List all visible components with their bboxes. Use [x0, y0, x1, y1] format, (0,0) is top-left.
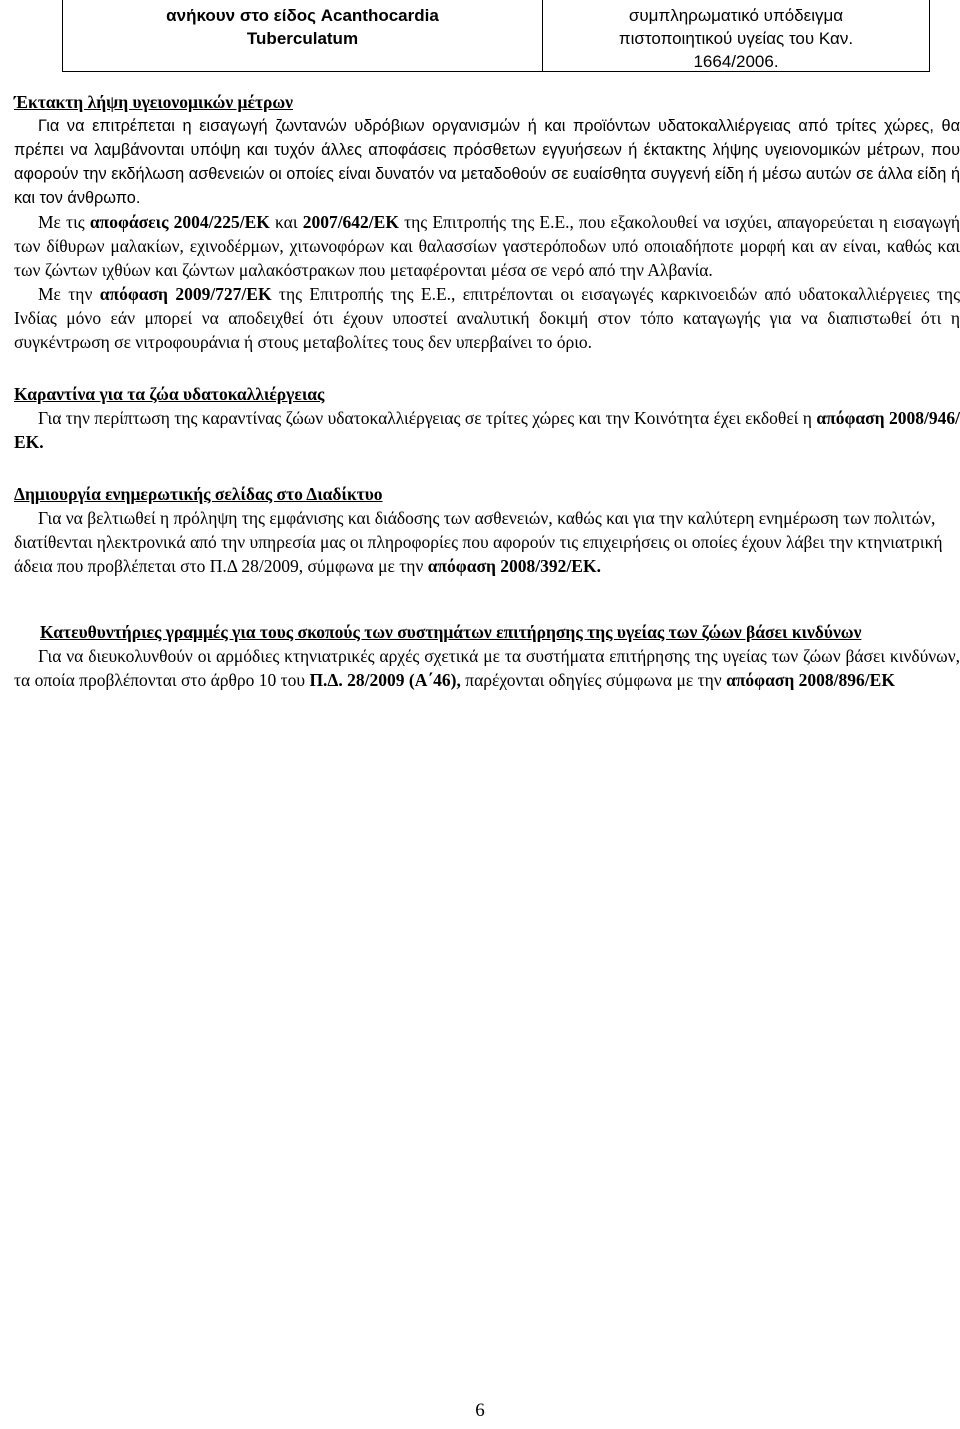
header-right-line-2: πιστοποιητικού υγείας του Καν.: [618, 29, 854, 48]
paragraph-quarantine: [14, 406, 960, 454]
text-run: Με τις: [38, 212, 90, 232]
text-run: της Επιτροπής της Ε.Ε., επιτρέπονται οι εισαγωγές καρκινοειδών από υδατοκαλλιέργειες της Ινδίας μόνο εάν μπορεί να αποδειχθεί ότι έχουν υποστεί αναλυτική δοκιμή στον τόπο καταγωγής για να διαπιστωθεί ότι η συγκέντρωση σε νιτροφουράνια ή στους μεταβολίτες τους δεν υπερβαίνει το όριο.: [14, 284, 960, 352]
header-table-right-cell: [543, 0, 929, 71]
decision-reference: 2007/642/ΕΚ: [302, 212, 399, 232]
text-run: και: [269, 212, 303, 232]
decision-reference: απόφαση 2008/392/ΕΚ.: [427, 556, 601, 576]
section-heading-web-page: Δημιουργία ενημερωτικής σελίδας στο Διαδίκτυο: [14, 484, 383, 504]
text-run: Με την: [38, 284, 100, 304]
paragraph-decision-india: [14, 282, 960, 354]
text-run: Για να διευκολυνθούν οι αρμόδιες κτηνιατρικές αρχές σχετικά με τα συστήματα επιτήρησης της υγείας των ζώων βάσει κινδύνων, τα οποία προβλέπονται στο άρθρο 10 του: [14, 646, 960, 690]
paragraph-web-page: [14, 506, 960, 578]
page-number: 6: [475, 1400, 485, 1421]
spacer: [14, 454, 960, 482]
text-run: παρέχονται οδηγίες σύμφωνα με την: [460, 670, 727, 690]
document-body: [14, 90, 960, 692]
text-run: Για την περίπτωση της καραντίνας ζώων υδατοκαλλιέργειας σε τρίτες χώρες και την Κοινότητα έχει εκδοθεί η: [38, 408, 817, 428]
header-table: [62, 0, 930, 72]
text-run: Για να βελτιωθεί η πρόληψη της εμφάνισης και διάδοσης των ασθενειών, καθώς και για την καλύτερη ενημέρωση των πολιτών, διατίθενται ηλεκτρονικά από την υπηρεσία μας οι πληροφορίες που αφορούν τις επιχειρήσεις οι οποίες έχουν λάβει την κτηνιατρική άδεια που προβλέπεται στο Π.Δ 28/2009, σύμφωνα με την: [14, 508, 943, 576]
decision-reference: αποφάσεις 2004/225/ΕΚ: [89, 212, 270, 232]
decision-reference: απόφαση 2008/946/ΕΚ.: [14, 408, 960, 452]
paragraph-decisions-albania: [14, 210, 960, 282]
header-right-line-1: συμπληρωματικό υπόδειγμα: [628, 6, 844, 25]
spacer: [14, 578, 960, 620]
paragraph-surveillance-guidelines: [14, 644, 960, 692]
spacer: [14, 354, 960, 382]
section-heading-emergency-measures: Έκτακτη λήψη υγειονομικών μέτρων: [14, 92, 293, 112]
header-right-line-3: 1664/2006.: [693, 52, 779, 71]
decision-reference: απόφαση 2009/727/ΕΚ: [99, 284, 272, 304]
paragraph-emergency-measures: Για να επιτρέπεται η εισαγωγή ζωντανών υδρόβιων οργανισμών ή και προϊόντων υδατοκαλλιέργειας από τρίτες χώρες, θα πρέπει να λαμβάνονται υπόψη και τυχόν άλλες αποφάσεις πρόσθετων εγγυήσεων ή έκτακτης λήψης υγειονομικών μέτρων, που αφορούν την εκδήλωση ασθενειών οι οποίες είναι δυνατόν να μεταδοθούν σε ευαίσθητα συγγενή είδη ή μέσω αυτών σε άλλα είδη ή και τον άνθρωπο.: [14, 117, 960, 207]
text-run: της Επιτροπής της Ε.Ε., που εξακολουθεί να ισχύει, απαγορεύεται η εισαγωγή των δίθυρων μαλακίων, εχινοδέρμων, χιτωνοφόρων και θαλασσίων γαστερόποδων υπό οποιαδήποτε μορφή και αν είναι, καθώς και των ζώντων ιχθύων και ζώντων μαλακόστρακων που μεταφέρονται μέσα σε νερό από την Αλβανία.: [14, 212, 960, 280]
decision-reference: απόφαση 2008/896/ΕΚ: [726, 670, 895, 690]
header-left-line-2: Tuberculatum: [246, 29, 359, 48]
header-left-line-1: ανήκουν στο είδος Acanthocardia: [166, 6, 439, 25]
section-heading-surveillance-guidelines: Κατευθυντήριες γραμμές για τους σκοπούς των συστημάτων επιτήρησης της υγείας των ζώων βάσει κινδύνων: [40, 622, 862, 642]
section-heading-quarantine: Καραντίνα για τα ζώα υδατοκαλλιέργειας: [14, 384, 325, 404]
decree-reference: Π.Δ. 28/2009 (Α΄46),: [309, 670, 461, 690]
header-table-left-cell: [63, 0, 543, 71]
